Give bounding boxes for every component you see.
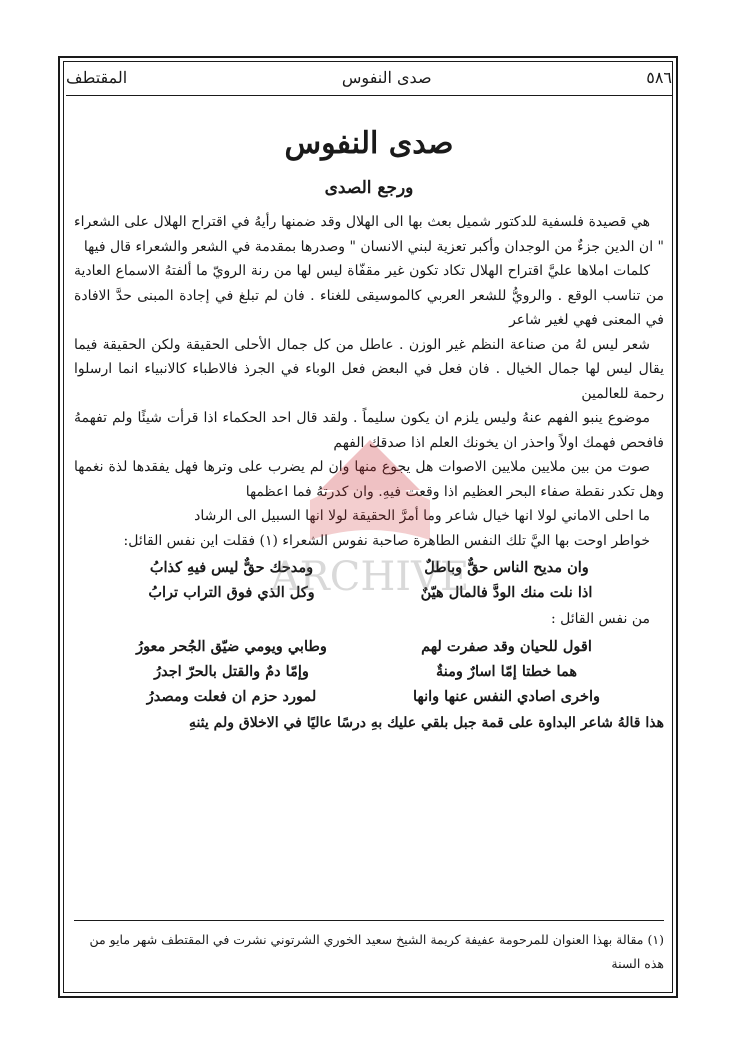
article-title: صدى النفوس <box>284 126 454 161</box>
footnote-text: مقالة بهذا العنوان للمرحومة عفيفة كريمة الشيخ سعيد الخوري الشرتوني نشرت في المقتطف شهر مايو من هذه السنة <box>89 932 664 971</box>
paragraph-1: كلمات املاها عليَّ اقتراح الهلال تكاد تكون غير مقفّاة ليس لها من رنة الرويّ ما ألفتهُ الاسماع العادية من تناسب الوقع . والرويُّ للشعر العربي كالموسيقى للغناء . فان لم تبلغ في إجادة المبنى حدَّ الافادة في المعنى فهي لغير شاعر <box>74 263 664 328</box>
poem-hemistich: ومدحك حقٌّ ليس فيهِ كذابُ <box>149 559 314 576</box>
paragraph-intro: هي قصيدة فلسفية للدكتور شميل بعث بها الى الهلال وقد ضمنها رأيهُ في اقتراح الهلال على الشعراء " ان الدين جزءٌ من الوجدان وأكبر تعزية لبني الانسان " وصدرها بمقدمة في الشعر والشعراء قال فيها <box>74 214 664 255</box>
footnote-marker: (١) <box>647 932 664 947</box>
poem-hemistich: واخرى اصادي النفس عنها وانها <box>412 687 601 705</box>
paragraph-7: من نفس القائل : <box>550 611 650 627</box>
header-rule <box>66 95 672 96</box>
paragraph-5: ما احلى الاماني لولا انها خيال شاعر وما أمرَّ الحقيقة لولا انها السبيل الى الرشاد <box>194 508 650 524</box>
poem-hemistich: وان مديح الناس حقٌّ وباطلٌ <box>424 559 589 576</box>
article-body <box>74 210 664 735</box>
paragraph-4: صوت من بين ملايين ملايين الاصوات هل يجوع منها وان لم يضرب على وترها فهل يفقدها لذة نغمها وهل تكدر نقطة صفاء البحر العظيم اذا وقعت فيهِ. وان كدرتهُ فما اعظمها <box>74 459 664 500</box>
article-subtitle: ورجع الصدى <box>324 178 414 198</box>
paragraph-2: شعر ليس لهُ من صناعة النظم غير الوزن . عاطل من كل جمال الأحلى الحقيقة ولكن الحقيقة فيما يقال ليس لها جمال الخيال . فان فعل في البعض فعل الوباء في الجرذ فالاطباء كالانبياء انما ارسلوا رحمة للعالمين <box>74 336 664 402</box>
poem-hemistich: اقول للحيان وقد صفرت لهم <box>421 637 592 655</box>
paragraph-8: هذا قالهُ شاعر البداوة على قمة جبل بلقي عليك بهِ درسًا عاليًا في الاخلاق ولم يثنهِ <box>188 714 664 731</box>
poem-hemistich: هما خطتا إمّا اسارٌ ومنةٌ <box>435 662 578 680</box>
journal-name: المقتطف <box>66 67 128 87</box>
poem-hemistich: وإمّا دمٌ والقتل بالحرّ اجدرُ <box>154 662 309 680</box>
running-title: صدى النفوس <box>341 67 432 87</box>
poem-hemistich: وطابي ويومي ضيّق الجُحر معورُ <box>136 637 327 655</box>
poem-hemistich: وكل الذي فوق التراب ترابُ <box>148 584 315 601</box>
poem-2 <box>74 634 664 709</box>
poem-hemistich: لمورد حزم ان فعلت ومصدرُ <box>146 687 317 705</box>
page-number: ٥٨٦ <box>646 67 672 87</box>
paragraph-3: موضوع ينبو الفهم عنهُ وليس يلزم ان يكون سليماً . ولقد قال احد الحكماء اذا قرأت شيئًا ولم تفهمهُ فافحص فهمك اولاً واحذر ان يخونك العلم اذا صدقك الفهم <box>74 410 664 451</box>
poem-hemistich: اذا نلت منك الودَّ فالمال هيّنٌ <box>420 584 593 601</box>
footnote <box>74 928 664 976</box>
poem-1 <box>74 555 664 605</box>
running-header <box>66 64 672 90</box>
paragraph-6: خواطر اوحت بها اليَّ تلك النفس الطاهرة صاحبة نفوس الشعراء (١) فقلت اين نفس القائل: <box>123 532 650 549</box>
footnote-rule <box>74 920 664 921</box>
watermark-text: ARCHIVE <box>270 554 470 600</box>
